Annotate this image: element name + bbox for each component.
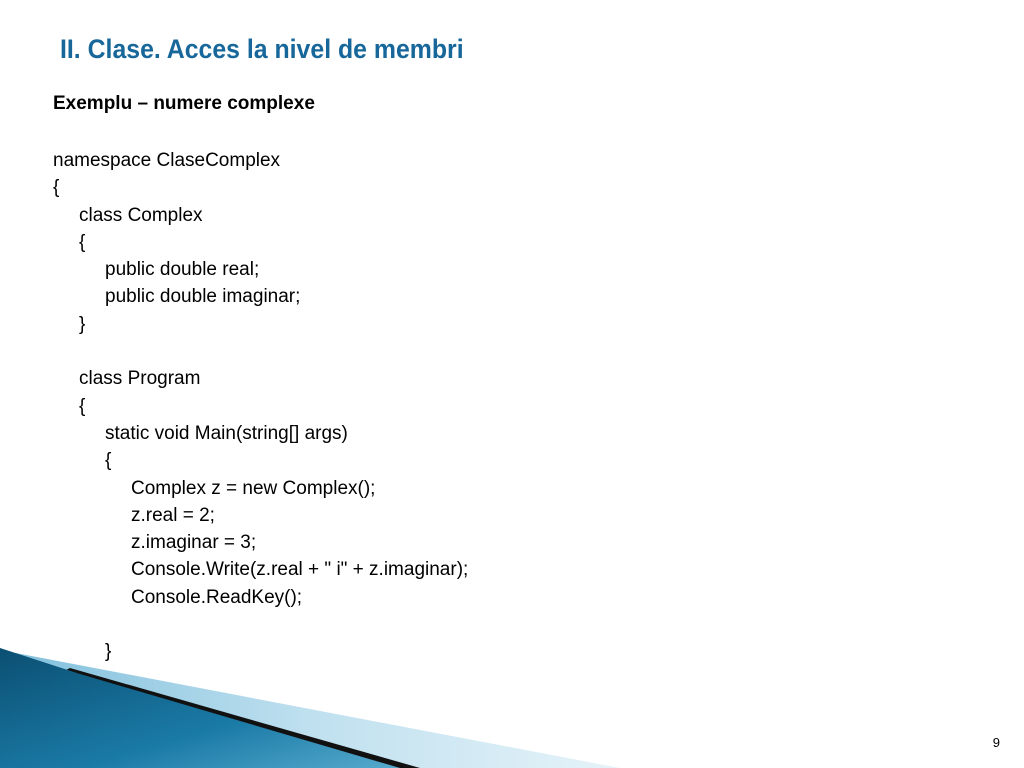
code-line: static void Main(string[] args): [105, 422, 348, 444]
slide-subtitle: Exemplu – numere complexe: [53, 93, 315, 114]
slide-decoration: [0, 640, 620, 768]
code-line: Complex z = new Complex();: [131, 477, 376, 499]
code-line: }: [105, 641, 112, 663]
code-line-blank: [53, 611, 468, 638]
code-line: Console.ReadKey();: [131, 586, 303, 608]
code-line: class Complex: [79, 204, 203, 226]
code-line: {: [79, 231, 86, 253]
code-line: {: [53, 177, 60, 199]
page-number: 9: [992, 735, 1000, 750]
code-line: namespace ClaseComplex: [53, 150, 281, 171]
code-line: public double real;: [105, 259, 260, 281]
code-line-blank: [53, 338, 468, 365]
code-line: {: [79, 395, 86, 417]
code-line: {: [105, 450, 112, 472]
slide-title: II. Clase. Acces la nivel de membri: [60, 34, 464, 64]
code-line: public double imaginar;: [105, 286, 301, 308]
code-line: Console.Write(z.real + " i" + z.imaginar);: [131, 559, 469, 581]
code-listing: [53, 147, 468, 720]
code-line: class Program: [79, 368, 201, 390]
code-line: z.imaginar = 3;: [131, 532, 257, 554]
code-line: }: [79, 313, 86, 335]
code-line: z.real = 2;: [131, 504, 215, 526]
